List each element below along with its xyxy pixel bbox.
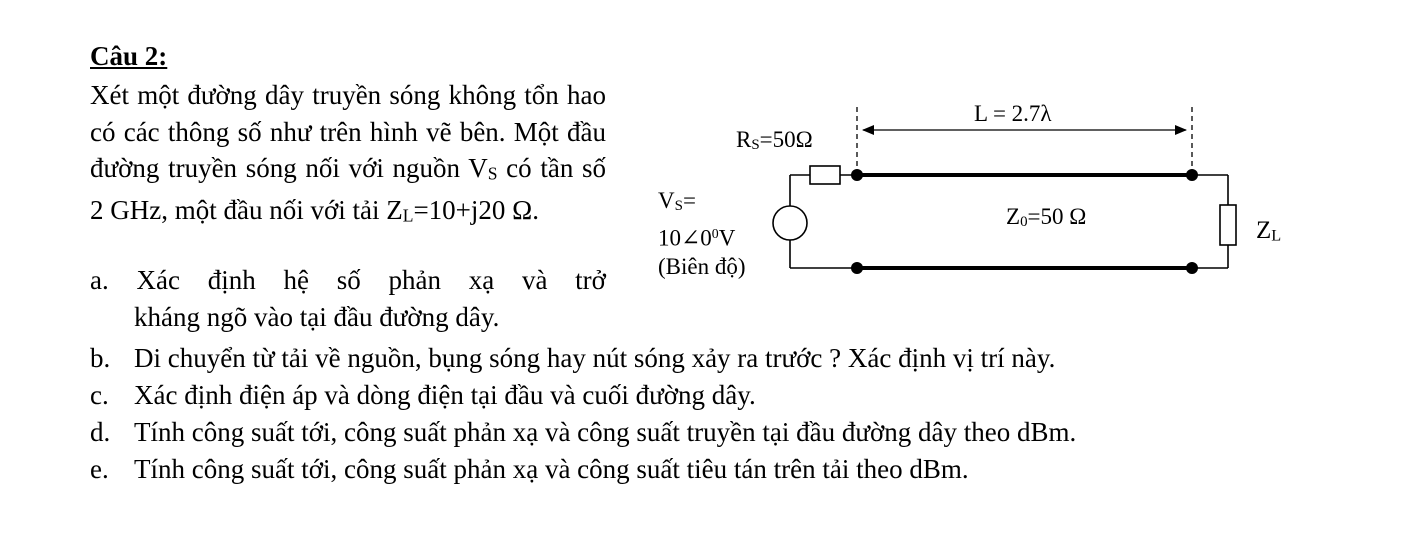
item-label: a.	[90, 265, 109, 295]
question-item-a: a. Xác định hệ số phản xạ và trở kháng ngõ vào tại đầu đường dây.	[90, 262, 606, 335]
source-resistor	[810, 166, 840, 184]
transmission-line-diagram	[640, 95, 1300, 290]
question-item-c	[90, 377, 756, 414]
rs-label: $R_S=50\Omega$	[736, 127, 813, 154]
z0-label: $Z_0=50$ Ω	[1006, 204, 1087, 231]
item-label: e.	[90, 454, 109, 484]
question-item-b	[90, 340, 1055, 377]
terminal-dot	[1186, 169, 1198, 181]
question-item-d	[90, 414, 1076, 451]
item-label: d.	[90, 417, 111, 447]
question-title: Câu 2:	[90, 41, 168, 71]
arrowhead-left	[862, 125, 874, 135]
item-text: Tính công suất tới, công suất phản xạ và công suất truyền tại đầu đường dây theo dBm.	[134, 417, 1077, 447]
item-text: Di chuyển từ tải về nguồn, bụng sóng hay nút sóng xảy ra trước ? Xác định vị trí này.	[134, 343, 1056, 373]
item-text: kháng ngõ vào tại đầu đường dây.	[134, 301, 500, 332]
vs-note: (Biên độ)	[658, 254, 746, 279]
item-text: Tính công suất tới, công suất phản xạ và công suất tiêu tán trên tải theo dBm.	[134, 454, 969, 484]
zl-label: $Z_L$	[1256, 217, 1282, 245]
length-label: L = 2.7λ	[974, 101, 1052, 126]
vs-value: $10\angle 0^0V$	[658, 225, 736, 251]
terminal-dot	[851, 169, 863, 181]
arrowhead-right	[1175, 125, 1187, 135]
item-label: c.	[90, 380, 109, 410]
item-text: Xác định điện áp và dòng điện tại đầu và cuối đường dây.	[134, 380, 756, 410]
voltage-source	[773, 206, 807, 240]
vs-label: $V_S=$	[658, 188, 696, 215]
item-label: b.	[90, 343, 111, 373]
question-intro: Xét một đường dây truyền sóng không tổn hao có các thông số như trên hình vẽ bên. Một đầu đường truyền sóng nối với nguồn $V_S$ có tần số 2 GHz, một đầu nối với tải $Z_L=10+j20$ Ω.	[90, 80, 606, 226]
terminal-dot	[851, 262, 863, 274]
load-impedance	[1220, 205, 1236, 245]
question-item-e	[90, 451, 969, 488]
terminal-dot	[1186, 262, 1198, 274]
